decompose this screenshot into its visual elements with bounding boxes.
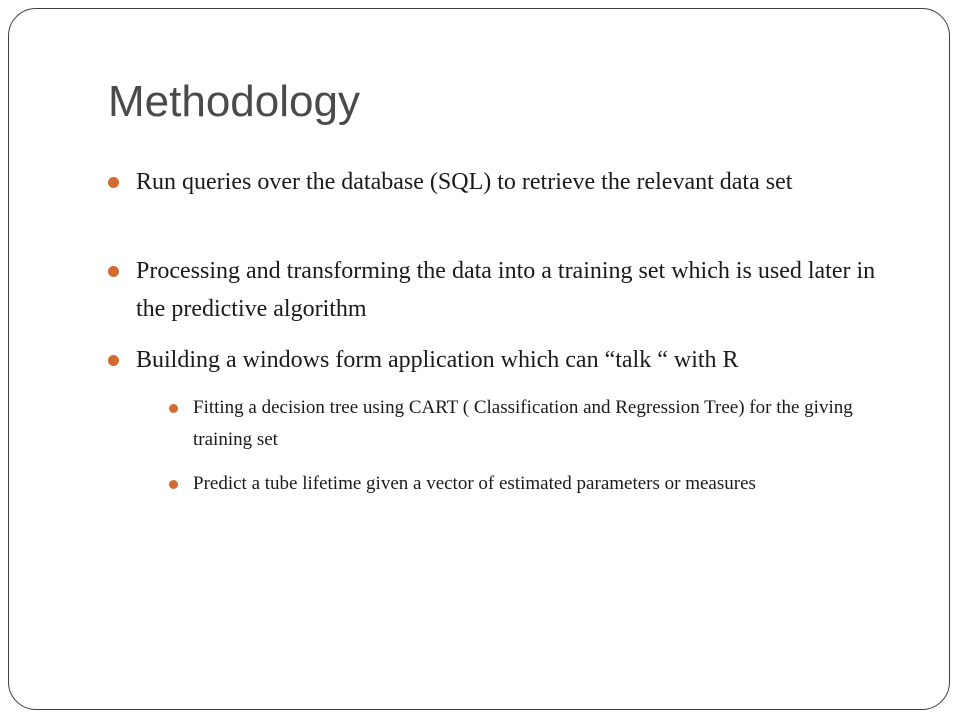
bullet-item — [136, 341, 906, 379]
bullet-text: Processing and transforming the data into a training set which is used later in the predictive algorithm — [136, 258, 876, 322]
bullet-dot-icon — [108, 177, 119, 188]
bullet-text: Run queries over the database (SQL) to retrieve the relevant data set — [136, 169, 793, 195]
bullet-item — [136, 252, 906, 328]
bullet-dot-icon — [169, 480, 178, 489]
sub-bullet-text: Predict a tube lifetime given a vector of estimated parameters or measures — [193, 473, 756, 494]
slide-title: Methodology — [108, 77, 360, 126]
bullet-text: Building a windows form application which can “talk “ with R — [136, 347, 739, 373]
sub-bullet-item — [193, 468, 898, 500]
bullet-dot-icon — [169, 404, 178, 413]
sub-bullet-text: Fitting a decision tree using CART ( Classification and Regression Tree) for the giving training set — [193, 397, 853, 450]
sub-bullet-item — [193, 392, 898, 456]
bullet-dot-icon — [108, 355, 119, 366]
bullet-item — [136, 163, 906, 201]
bullet-dot-icon — [108, 266, 119, 277]
